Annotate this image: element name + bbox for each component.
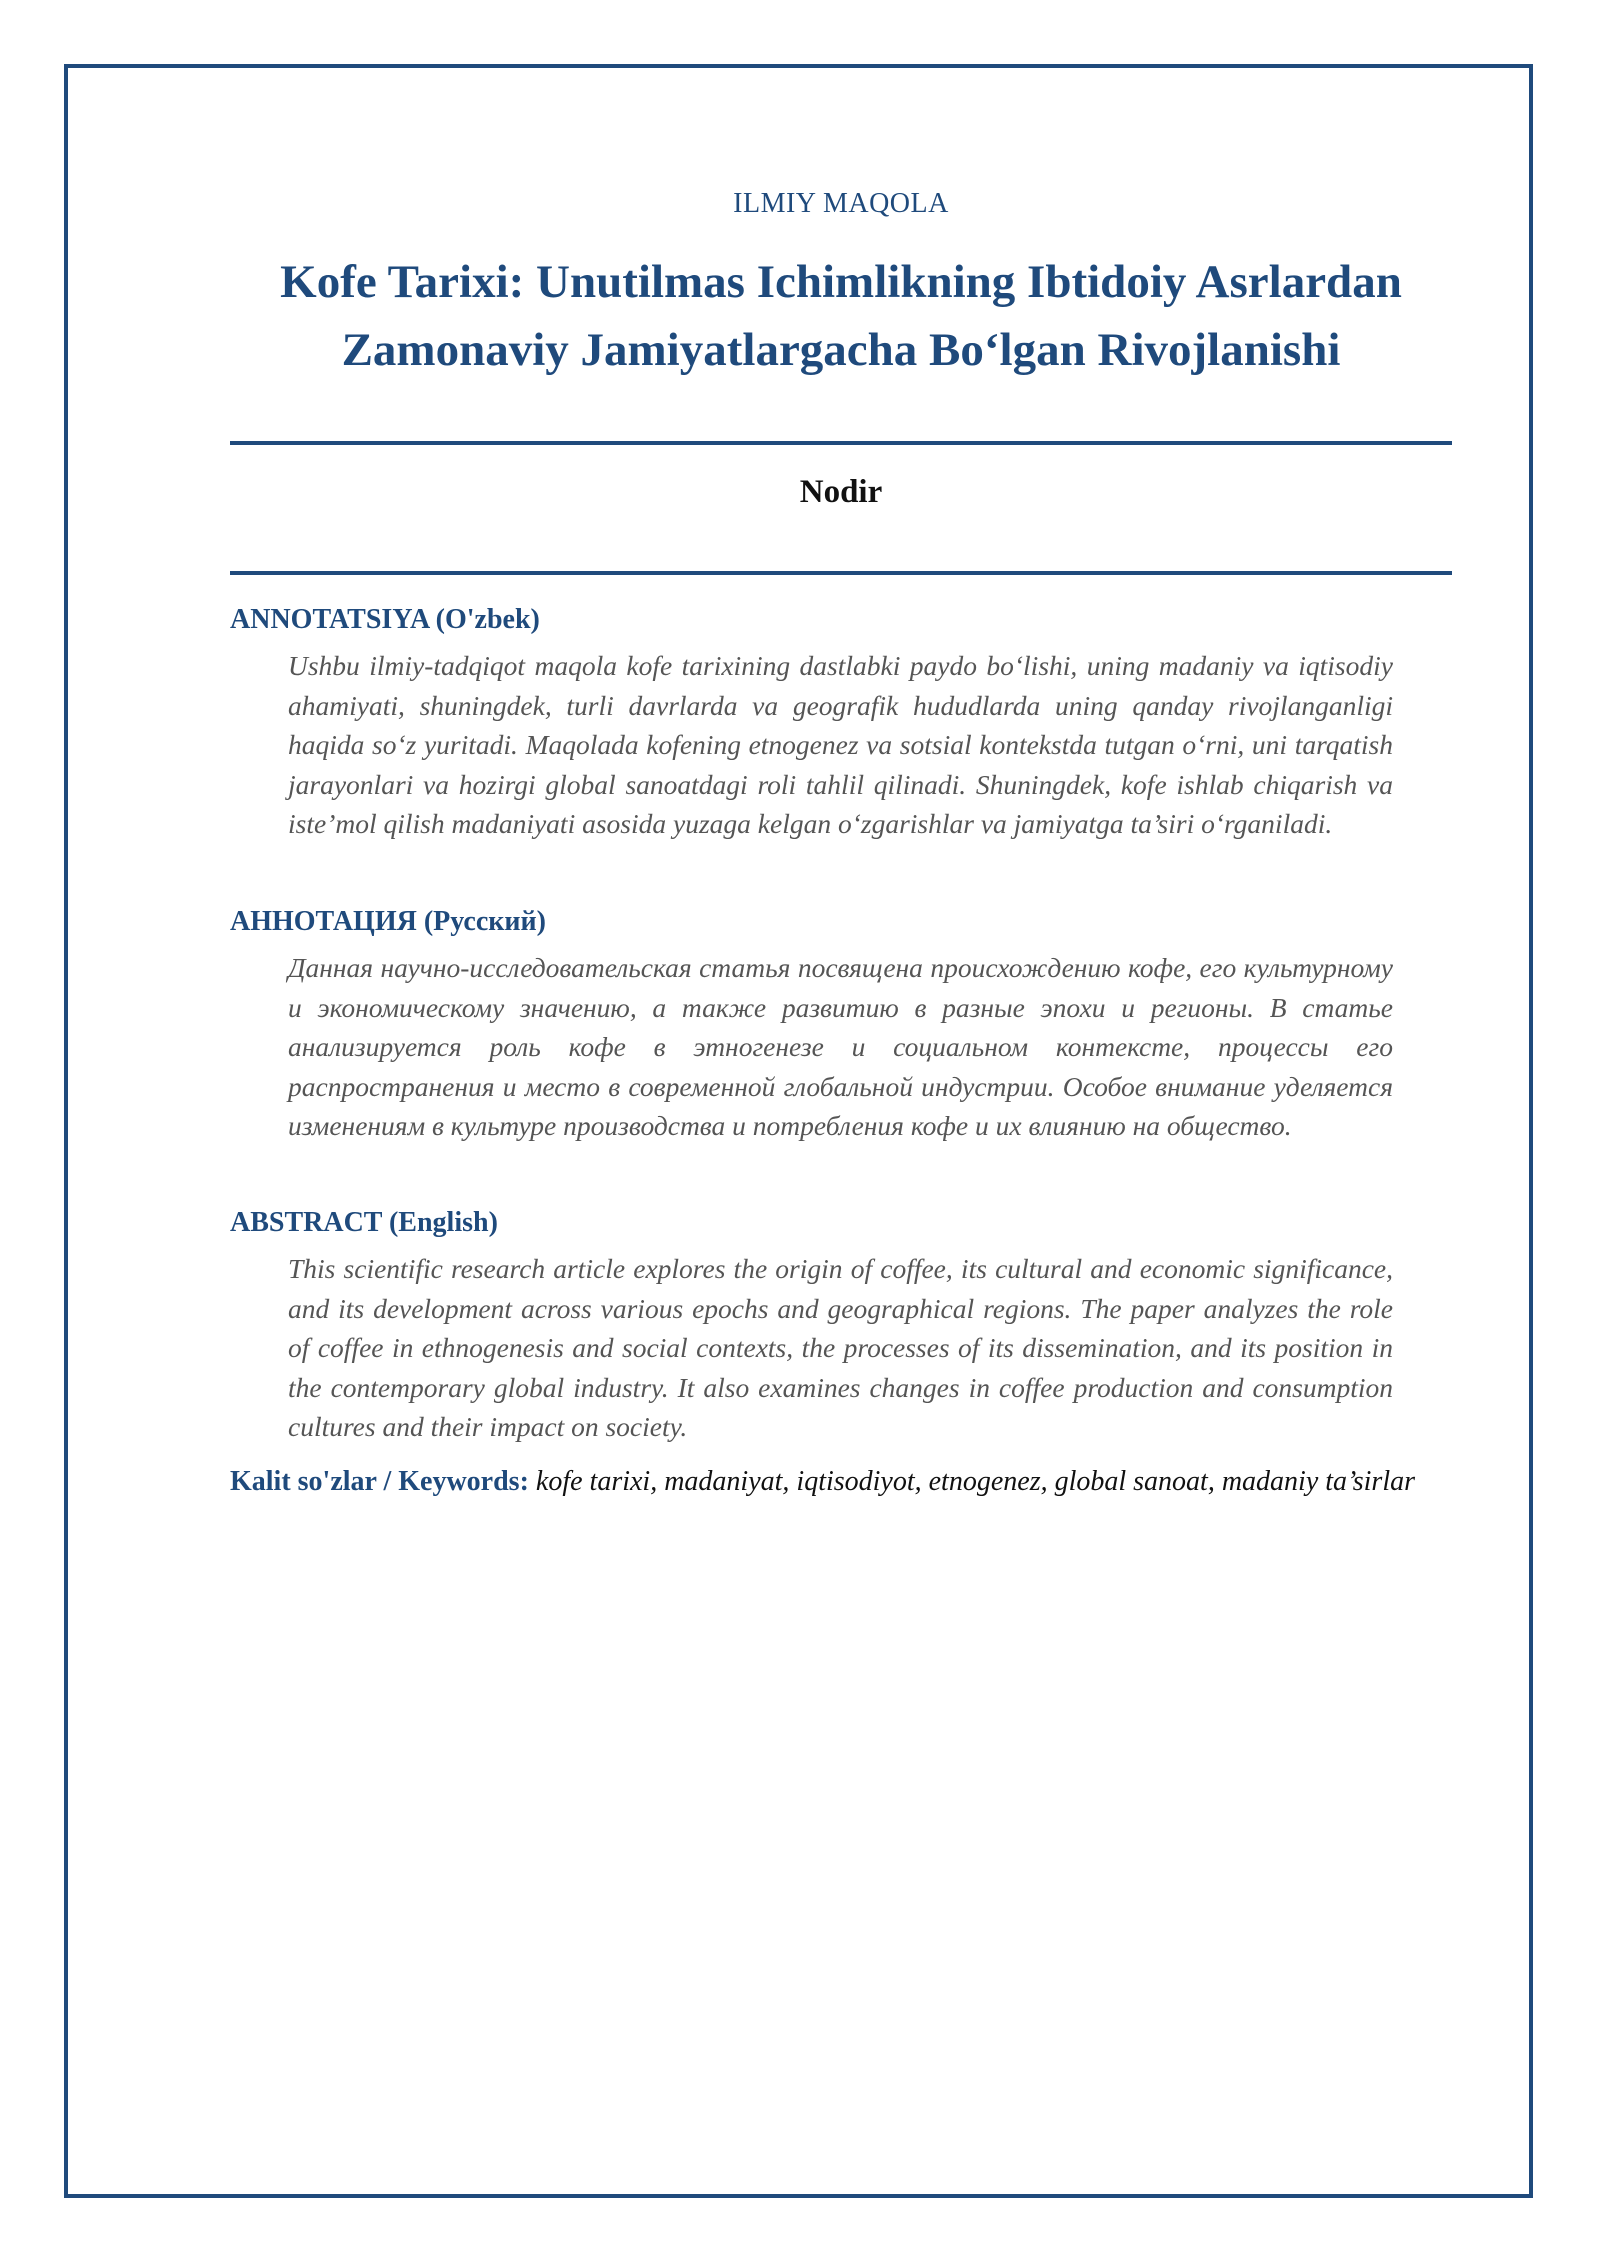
abstract-text-uzbek: Ushbu ilmiy-tadqiqot maqola kofe tarixining dastlabki paydo bo‘lishi, uning madaniy va iqtisodiy ahamiyati, shuningdek, turli davrlarda va geografik hududlarda uning qanday rivojlanganligi haqida so‘z yuritadi. Maqolada kofening etnogenez va sotsial kontekstda tutgan o‘rni, uni tarqatish jarayonlari va hozirgi global sanoatdagi roli tahlil qilinadi. Shuningdek, kofe ishlab chiqarish va iste’mol qilish madaniyati asosida yuzaga kelgan o‘zgarishlar va jamiyatga ta’siri o‘rganiladi. [288, 650, 1393, 839]
abstract-text-russian: Данная научно-исследовательская статья посвящена происхождению кофе, его культурному и экономическому значению, а также развитию в разные эпохи и регионы. В статье анализируется роль кофе в этногенезе и социальном контексте, процессы его распространения и место в современной глобальной индустрии. Особое внимание уделяется изменениям в культуре производства и потребления кофе и их влиянию на общество. [288, 952, 1393, 1141]
abstract-heading-uzbek: ANNOTATSIYA (O'zbek) [230, 604, 540, 635]
title-divider [230, 441, 1452, 445]
article-kicker: ILMIY MAQOLA [733, 188, 949, 219]
abstract-heading-russian: АННОТАЦИЯ (Русский) [230, 906, 546, 937]
abstract-text-english: This scientific research article explores the origin of coffee, its cultural and economic significance, and its development across various epochs and geographical regions. The paper analyzes the role of coffee in ethnogenesis and social contexts, the processes of its dissemination, and its position in the contemporary global industry. It also examines changes in coffee production and consumption cultures and their impact on society. [288, 1253, 1393, 1442]
author-divider [230, 571, 1452, 575]
keywords-line [230, 1463, 1430, 1501]
keywords-list: kofe tarixi, madaniyat, iqtisodiyot, etnogenez, global sanoat, madaniy ta’sirlar [535, 1466, 1415, 1497]
author-name: Nodir [799, 474, 883, 510]
abstract-heading-english: ABSTRACT (English) [230, 1207, 498, 1238]
article-title: Kofe Tarixi: Unutilmas Ichimlikning Ibtidoiy Asrlardan Zamonaviy Jamiyatlargacha Bo‘lgan Rivojlanishi [280, 256, 1402, 376]
keywords-label: Kalit so'zlar / Keywords: [230, 1466, 529, 1497]
